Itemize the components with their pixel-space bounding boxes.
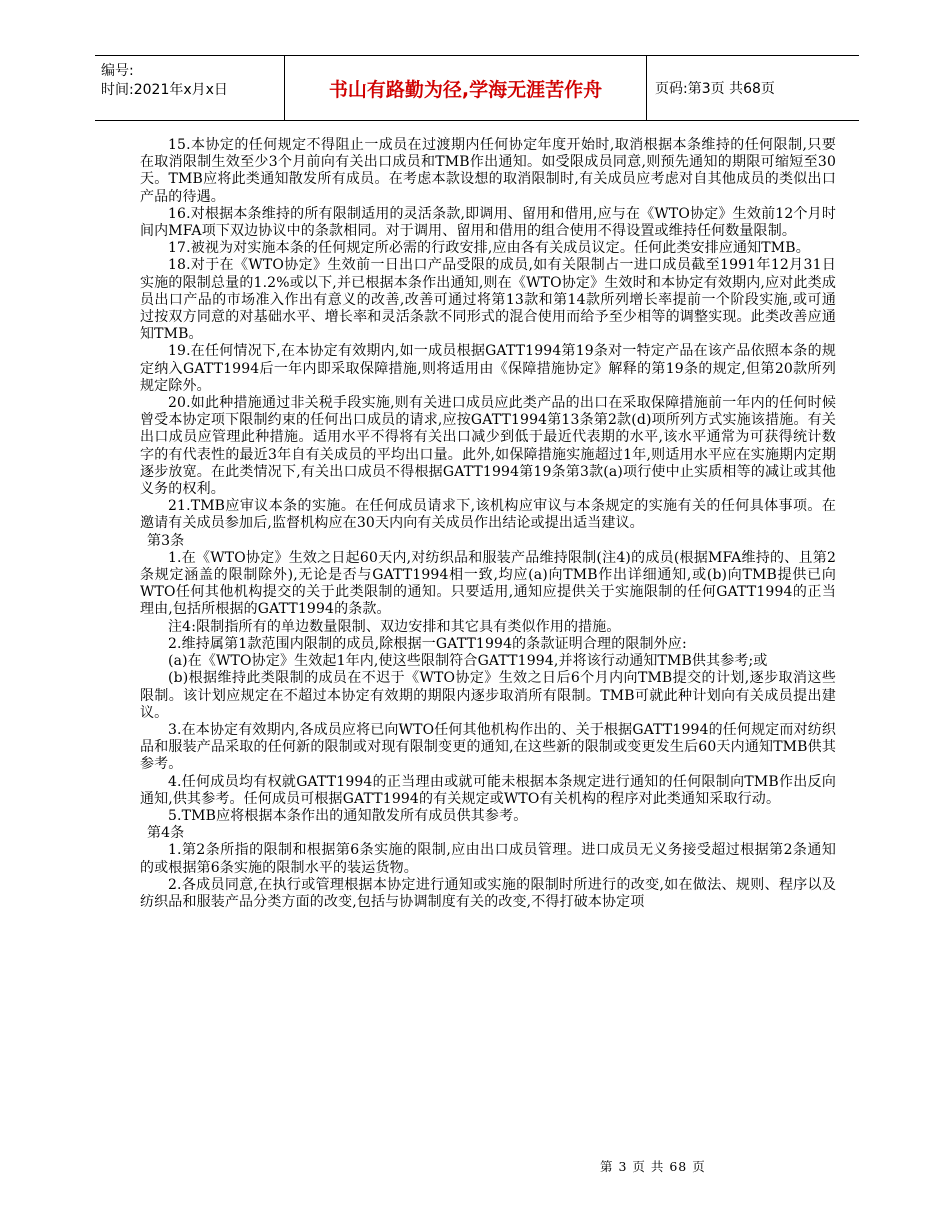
paragraph: 16.对根据本条维持的所有限制适用的灵活条款,即调用、留用和借用,应与在《WTO协定》生效前12个月时间内MFA项下双边协议中的条款相同。对于调用、留用和借用的组合使用不得设置或维持任何数量限制。 — [140, 205, 836, 240]
paragraph: 19.在任何情况下,在本协定有效期内,如一成员根据GATT1994第19条对一特定产品在该产品依照本条的规定纳入GATT1994后一年内即采取保障措施,则将适用由《保障措施协定》解释的第19条的规定,但第20款所列规定除外。 — [140, 343, 836, 394]
header-meta — [95, 56, 285, 120]
paragraph: 1.在《WTO协定》生效之日起60天内,对纺织品和服装产品维持限制(注4)的成员(根据MFA维持的、且第2条规定涵盖的限制除外),无论是否与GATT1994相一致,均应(a)向TMB作出详细通知,或(b)向TMB提供已向WTO任何其他机构提交的关于此类限制的通知。只要适用,通知应提供关于实施限制的任何GATT1994的正当理由,包括所根据的GATT1994的条款。 — [140, 549, 836, 618]
date-label: 时间:2021年x月x日 — [101, 82, 228, 98]
page-footer: 第 3 页 共 68 页 — [600, 1159, 706, 1174]
paragraph: (b)根据维持此类限制的成员在不迟于《WTO协定》生效之日后6个月内向TMB提交的计划,逐步取消这些限制。该计划应规定在不超过本协定有效期的期限内逐步取消所有限制。TMB可就此种计划向有关成员提出建议。 — [140, 670, 836, 721]
paragraph: 21.TMB应审议本条的实施。在任何成员请求下,该机构应审议与本条规定的实施有关的任何具体事项。在邀请有关成员参加后,监督机构应在30天内向有关成员作出结论或提出适当建议。 — [140, 498, 836, 532]
paragraph: 15.本协定的任何规定不得阻止一成员在过渡期内任何协定年度开始时,取消根据本条维持的任何限制,只要在取消限制生效至少3个月前向有关出口成员和TMB作出通知。如受限成员同意,则预先通知的期限可缩短至30天。TMB应将此类通知散发所有成员。在考虑本款设想的取消限制时,有关成员应考虑对自其他成员的类似出口产品的待遇。 — [140, 137, 836, 205]
paragraph: 17.被视为对实施本条的任何规定所必需的行政安排,应由各有关成员议定。任何此类安排应通知TMB。 — [168, 240, 810, 257]
footnote-4: 注4:限制指所有的单边数量限制、双边安排和其它具有类似作用的措施。 — [168, 618, 621, 635]
paragraph: 20.如此种措施通过非关税手段实施,则有关进口成员应此类产品的出口在采取保障措施前一年内的任何时候曾受本协定项下限制约束的任何出口成员的请求,应按GATT1994第13条第2款(d)项所列方式实施该措施。有关出口成员应管理此种措施。适用水平不得将有关出口减少到低于最近代表期的水平,该水平通常为可获得统计数字的有代表性的最近3年自有关成员的平均出口量。此外,如保障措施实施超过1年,则适用水平应在实施期内定期逐步放宽。在此类情况下,有关出口成员不得根据GATT1994第19条第3款(a)项行使中止实质相等的减让或其他义务的权利。 — [140, 395, 836, 498]
paragraph: (a)在《WTO协定》生效起1年内,使这些限制符合GATT1994,并将该行动通知TMB供其参考;或 — [168, 653, 768, 670]
paragraph: 18.对于在《WTO协定》生效前一日出口产品受限的成员,如有关限制占一进口成员截至1991年12月31日实施的限制总量的1.2%或以下,并已根据本条作出通知,则在《WTO协定》生效时和本协定有效期内,应对此类成员出口产品的市场准入作出有意义的改善,改善可通过将第13款和第14款所列增长率提前一个阶段实施,或可通过按双方同意的对基础水平、增长率和灵活条款不同形式的混合使用而给予至少相等的调整实现。此类改善应通知TMB。 — [140, 257, 836, 343]
article-4-heading: 第4条 — [147, 825, 185, 842]
paragraph: 5.TMB应将根据本条作出的通知散发所有成员供其参考。 — [168, 807, 528, 824]
article-3-heading: 第3条 — [147, 532, 185, 549]
document-body — [140, 137, 836, 911]
paragraph: 4.任何成员均有权就GATT1994的正当理由或就可能未根据本条规定进行通知的任何限制向TMB作出反向通知,供其参考。任何成员可根据GATT1994的有关规定或WTO有关机构的程序对此类通知采取行动。 — [140, 773, 836, 807]
header-page-info: 页码:第3页 共68页 — [655, 81, 775, 97]
paragraph: 2.维持属第1款范围内限制的成员,除根据一GATT1994的条款证明合理的限制外应: — [168, 635, 687, 652]
paragraph: 2.各成员同意,在执行或管理根据本协定进行通知或实施的限制时所进行的改变,如在做法、规则、程序以及纺织品和服装产品分类方面的改变,包括与协调制度有关的改变,不得打破本协定项 — [140, 876, 836, 910]
doc-number-label: 编号: — [101, 63, 134, 79]
paragraph: 3.在本协定有效期内,各成员应将已向WTO任何其他机构作出的、关于根据GATT1994的任何规定而对纺织品和服装产品采取的任何新的限制或对现有限制变更的通知,在这些新的限制或变更发生后60天内通知TMB供其参考。 — [140, 721, 836, 773]
header-motto: 书山有路勤为径,学海无涯苦作舟 — [285, 56, 647, 120]
paragraph: 1.第2条所指的限制和根据第6条实施的限制,应由出口成员管理。进口成员无义务接受超过根据第2条通知的或根据第6条实施的限制水平的装运货物。 — [140, 842, 836, 876]
page-header — [95, 55, 859, 121]
